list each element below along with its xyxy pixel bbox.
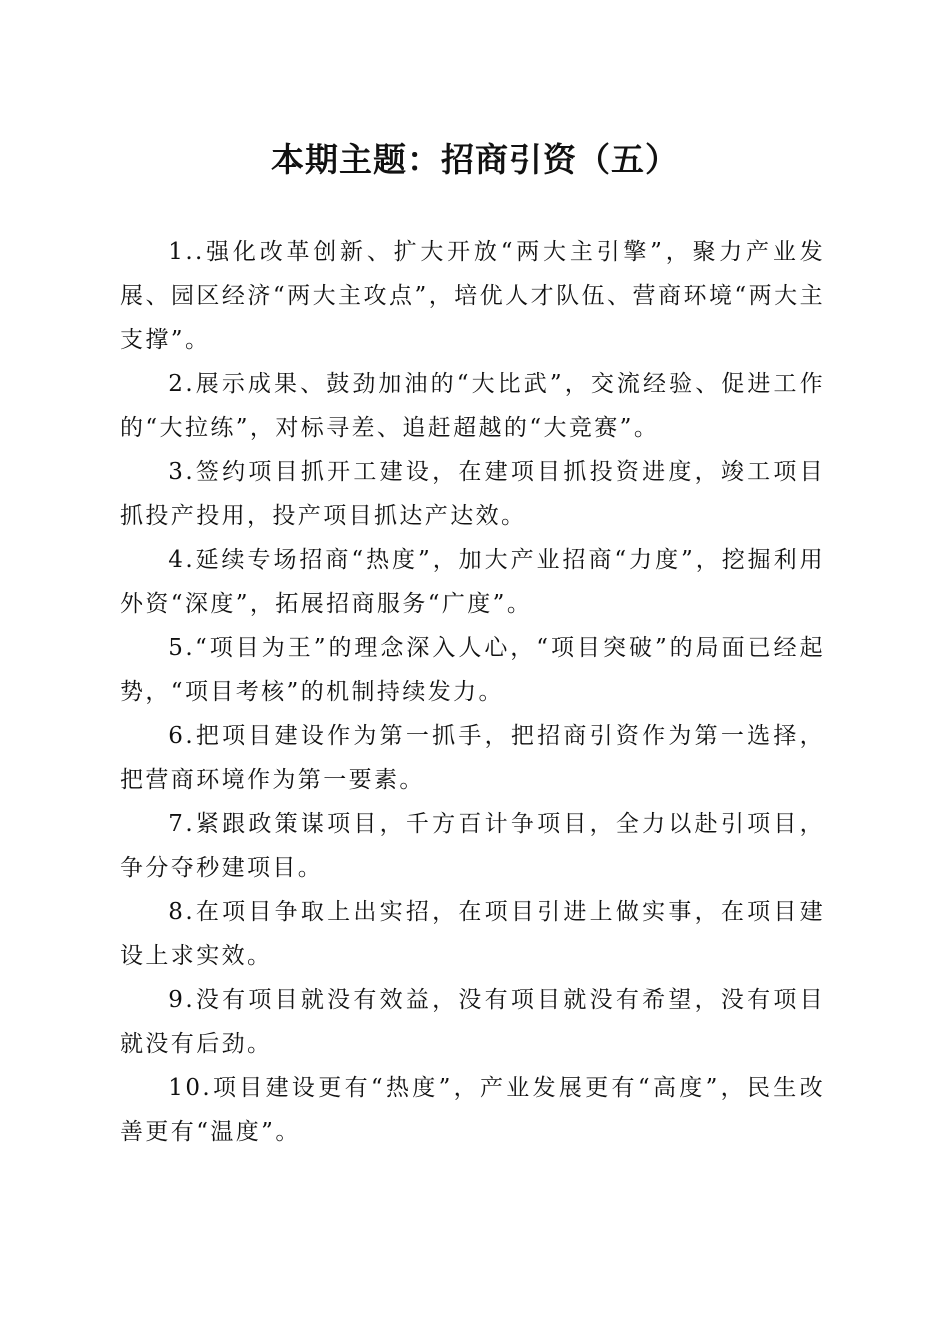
list-item-7: 7.紧跟政策谋项目，千方百计争项目，全力以赴引项目，争分夺秒建项目。	[120, 811, 825, 881]
document-body	[120, 230, 825, 1154]
list-item-2: 2.展示成果、鼓劲加油的“大比武”，交流经验、促进工作的“大拉练”，对标寻差、追赶超越的“大竞赛”。	[120, 371, 825, 441]
list-item-5: 5.“项目为王”的理念深入人心，“项目突破”的局面已经起势，“项目考核”的机制持续发力。	[120, 635, 825, 705]
list-item-10: 10.项目建设更有“热度”，产业发展更有“高度”，民生改善更有“温度”。	[120, 1075, 825, 1145]
list-item-9: 9.没有项目就没有效益，没有项目就没有希望，没有项目就没有后劲。	[120, 987, 825, 1057]
list-item-3: 3.签约项目抓开工建设，在建项目抓投资进度，竣工项目抓投产投用，投产项目抓达产达效。	[120, 459, 825, 529]
page-title: 本期主题：招商引资（五）	[271, 140, 679, 179]
list-item-4: 4.延续专场招商“热度”，加大产业招商“力度”，挖掘利用外资“深度”，拓展招商服务“广度”。	[120, 547, 825, 617]
list-item-6: 6.把项目建设作为第一抓手，把招商引资作为第一选择，把营商环境作为第一要素。	[120, 723, 825, 793]
list-item-1: 1..强化改革创新、扩大开放“两大主引擎”，聚力产业发展、园区经济“两大主攻点”，培优人才队伍、营商环境“两大主支撑”。	[120, 239, 825, 353]
list-item-8: 8.在项目争取上出实招，在项目引进上做实事，在项目建设上求实效。	[120, 899, 825, 969]
